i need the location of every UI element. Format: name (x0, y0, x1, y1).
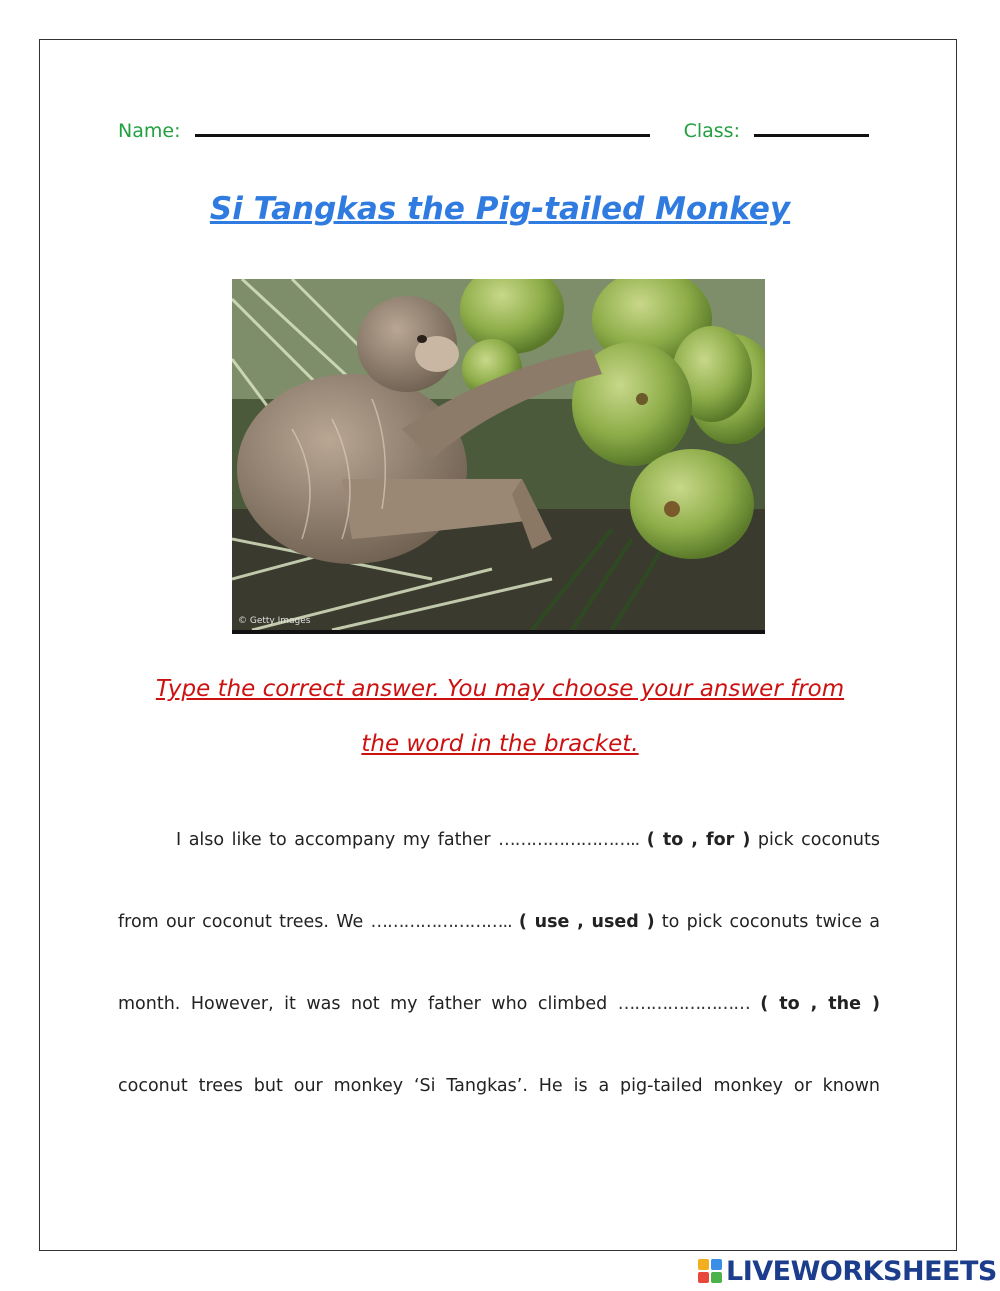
liveworksheets-logo (698, 1257, 997, 1285)
class-input-line[interactable] (754, 120, 869, 137)
monkey-coconut-photo (232, 279, 765, 634)
name-label: Name (118, 120, 175, 142)
liveworksheets-logo-icon (698, 1259, 722, 1283)
answer-blank-1[interactable]: …………………….. (498, 830, 640, 850)
bracket-options-1: ( to , for ) (646, 830, 751, 850)
name-class-row: Name: Class: (118, 120, 869, 142)
passage-line-1: I also like to accompany my father …………………….. ( to , for ) pick coconuts (176, 830, 880, 850)
class-label: Class (683, 120, 734, 142)
photo-watermark: © Getty Images (238, 616, 311, 626)
bracket-options-2: ( use , used ) (518, 912, 655, 932)
answer-blank-3[interactable]: …………………… (617, 994, 750, 1014)
instruction-line-2: the word in the bracket. (361, 731, 639, 757)
passage-line-2: from our coconut trees. We …………………….. ( use , used ) to pick coconuts twice a (118, 912, 880, 932)
liveworksheets-logo-text: LIVEWORKSHEETS (726, 1255, 997, 1287)
name-input-line[interactable] (195, 120, 650, 137)
instruction-line-1: Type the correct answer. You may choose your answer from (155, 676, 845, 702)
passage-line-4: coconut trees but our monkey ‘Si Tangkas’. He is a pig-tailed monkey or known (118, 1076, 880, 1096)
monkey-illustration (232, 279, 765, 630)
worksheet-title: Si Tangkas the Pig-tailed Monkey (209, 191, 791, 227)
bracket-options-3: ( to , the ) (760, 994, 880, 1014)
answer-blank-2[interactable]: …………………….. (370, 912, 512, 932)
passage-line-3: month. However, it was not my father who climbed …………………… ( to , the ) (118, 994, 880, 1014)
